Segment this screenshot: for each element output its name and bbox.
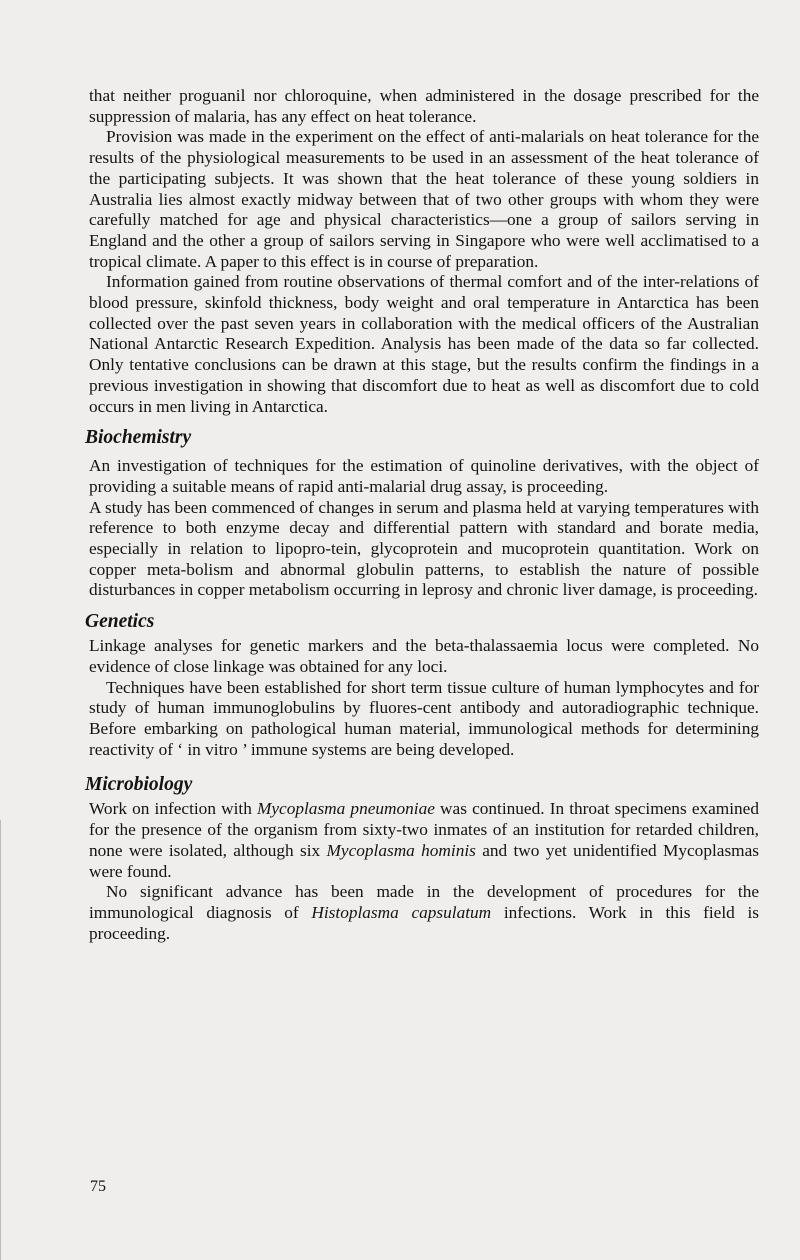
intro-section [89, 86, 759, 417]
microbiology-paragraph-2 [89, 882, 759, 944]
page-number: 75 [90, 1178, 106, 1195]
microbiology-paragraph-1 [89, 799, 759, 882]
microbiology-p1-part-c: and two yet unidentified Mycoplasmas were found. [89, 840, 760, 881]
microbiology-p2-part-a: No significant advance has been made in the development of procedures for the immunological diagnosis of [89, 882, 759, 922]
microbiology-p1-part-a: Work on infection with [89, 799, 257, 819]
microbiology-p2-part-b: infections. Work in this field is proceeding. [89, 902, 759, 943]
intro-paragraph-3: Information gained from routine observations of thermal comfort and of the inter-relations of blood pressure, skinfold thickness, body weight and oral temperature in Antarctica has been collected over the past seven years in collaboration with the medical officers of the Australian National Antarctic Research Expedition. Analysis has been made of the data so far collected. Only tentative conclusions can be drawn at this stage, but the results confirm the findings in a previous investigation in showing that discomfort due to heat as well as discomfort due to cold occurs in men living in Antarctica. [89, 272, 759, 416]
genetics-paragraph-1: Linkage analyses for genetic markers and the beta-thalassaemia locus were completed. No evidence of close linkage was obtained for any loci. [89, 636, 759, 676]
biochemistry-section [85, 426, 759, 601]
document-page [85, 86, 760, 944]
organism-name-histoplasma-capsulatum: Histoplasma capsulatum [311, 902, 492, 922]
intro-paragraph-1: that neither proguanil nor chloroquine, when administered in the dosage prescribed for the suppression of malaria, has any effect on heat tolerance. [89, 86, 759, 126]
microbiology-section [85, 773, 760, 944]
genetics-section [85, 610, 759, 760]
genetics-heading: Genetics [85, 611, 155, 633]
biochemistry-paragraph-2: A study has been commenced of changes in serum and plasma held at varying temperatures with reference to both enzyme decay and differential pattern with standard and borate media, especially in relation to lipopro-tein, glycoprotein and mucoprotein quantitation. Work on copper meta-bolism and abnormal globulin patterns, to establish the nature of possible disturbances in copper metabolism occurring in leprosy and chronic liver damage, is proceeding. [89, 497, 759, 600]
intro-paragraph-2: Provision was made in the experiment on the effect of anti-malarials on heat tolerance for the results of the physiological measurements to be used in an assessment of the heat tolerance of the participating subjects. It was shown that the heat tolerance of these young soldiers in Australia lies almost exactly midway between that of two other groups with whom they were carefully matched for age and physical characteristics—one a group of sailors serving in England and the other a group of sailors serving in Singapore who were well acclimatised to a tropical climate. A paper to this effect is in course of preparation. [89, 127, 759, 271]
biochemistry-heading: Biochemistry [85, 427, 192, 449]
microbiology-heading: Microbiology [85, 774, 193, 796]
biochemistry-paragraph-1: An investigation of techniques for the estimation of quinoline derivatives, with the object of providing a suitable means of rapid anti-malarial drug assay, is proceeding. [89, 456, 759, 496]
organism-name-mycoplasma-hominis: Mycoplasma hominis [326, 840, 476, 860]
organism-name-mycoplasma-pneumoniae: Mycoplasma pneumoniae [256, 799, 435, 819]
microbiology-p1-part-b: was continued. In throat specimens examined for the presence of the organism from sixty-two inmates of an institution for retarded children, none were isolated, although six [89, 799, 759, 860]
page-edge-line [0, 820, 1, 1260]
genetics-paragraph-2: Techniques have been established for short term tissue culture of human lymphocytes and for study of human immunoglobulins by fluores-cent antibody and autoradiographic technique. Before embarking on pathological human material, immunological methods for determining reactivity of ‘ in vitro ’ immune systems are being developed. [89, 677, 759, 759]
